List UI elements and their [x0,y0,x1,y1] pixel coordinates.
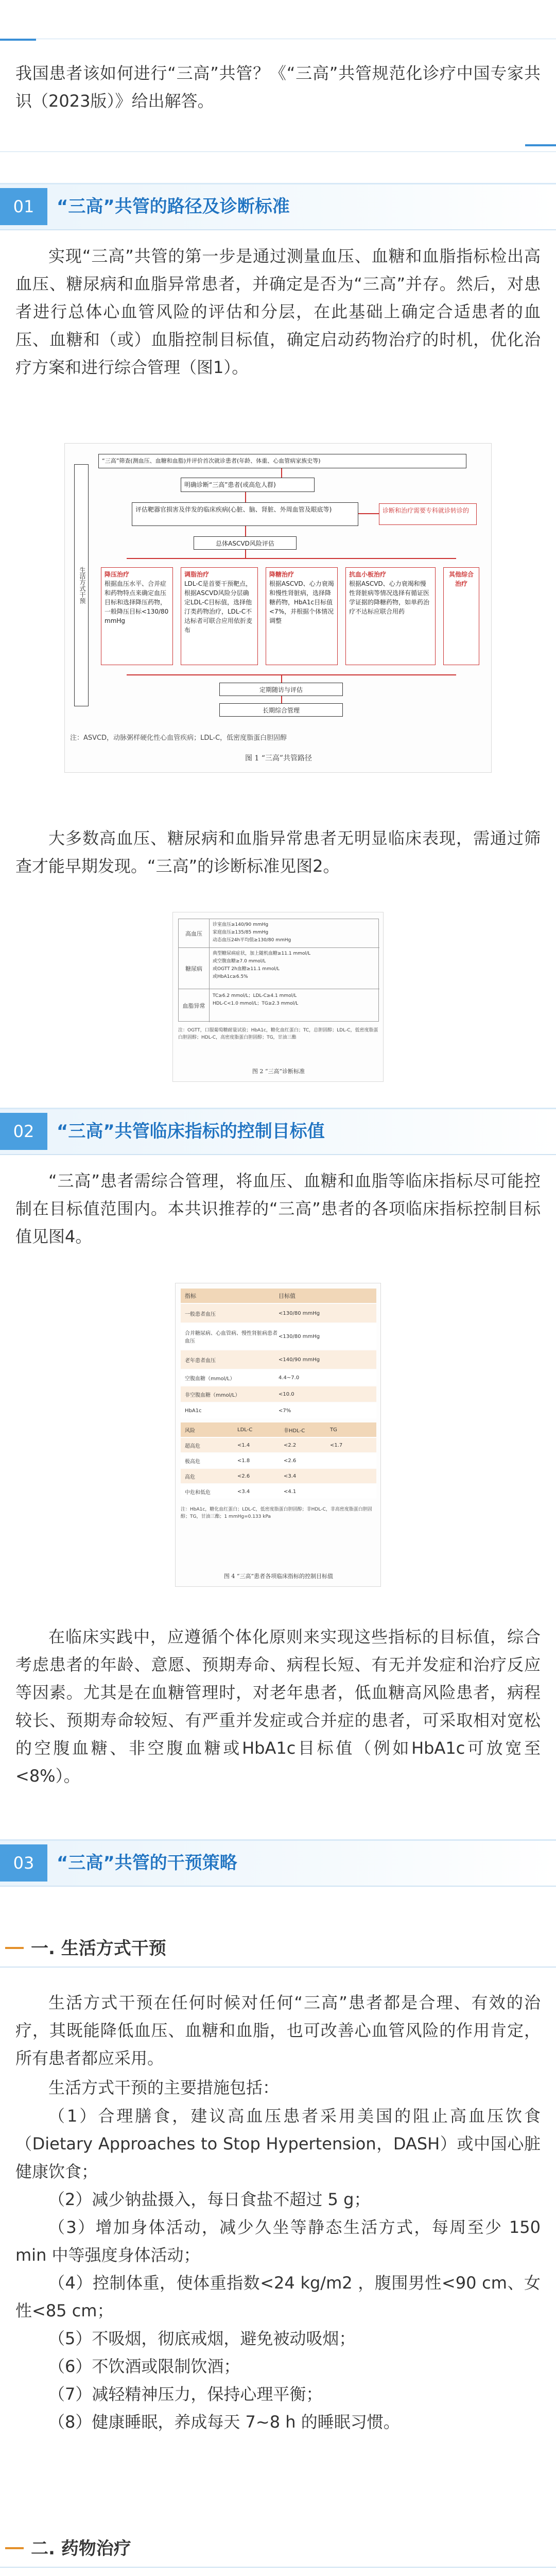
lipid-cell: <2.2 [284,1442,297,1448]
figure-note: 注：ASVCD，动脉粥样硬化性心血管疾病；LDL-C，低密度脂蛋白胆固醇 [70,734,287,742]
target-key: 合并糖尿病、心血管病、慢性肾脏病患者血压 [185,1331,277,1344]
header-cell: 目标值 [279,1293,296,1299]
sub-header [0,2540,556,2576]
criteria-name: 高血压 [179,919,210,948]
header-cell: 非HDL-C [284,1428,305,1434]
sub-header-title: 一. 生活方式干预 [31,1938,166,1959]
section-number: 01 [0,188,47,225]
section-number: 02 [0,1113,47,1150]
list-item: （7）减轻精神压力，保持心理平衡； [48,2384,323,2404]
target-value: <7% [279,1408,291,1414]
section-header [0,1839,556,1887]
list-item: （8）健康睡眠，养成每天 7~8 h 的睡眠习惯。 [48,2412,400,2432]
paragraph: 生活方式干预在任何时候对任何“三高”患者都是合理、有效的治疗，其既能降低血压、血糖和血脂，也可改善心血管风险的作用肯定，所有患者都应采用。 [15,1993,541,2068]
target-table-header [181,1289,376,1303]
target-row [181,1403,376,1418]
lipid-row [181,1469,376,1483]
target-key: 老年患者血压 [185,1358,216,1364]
measure-list [15,2102,541,2436]
flow-box-referral: 诊断和治疗需要专科就诊转诊的 [379,503,477,525]
target-row [181,1386,376,1402]
section-number: 03 [0,1844,47,1882]
paragraph: 在临床实践中，应遵循个体化原则来实现这些指标的目标值，综合考虑患者的年龄、意愿、预期寿命、病程长短、有无并发症和治疗反应等因素。尤其是在血糖管理时，对老年患者，低血糖高风险患者，病程较长、预期寿命较短、有严重并发症或合并症的患者，可采取相对宽松的空腹血糖、非空腹血糖或HbA1c目标值（例如HbA1c可放宽至<8%）。 [15,1627,541,1786]
target-row [181,1324,376,1349]
lipid-cell: <3.4 [284,1473,297,1479]
flow-box-risk: 总体ASCVD风险评估 [194,536,297,550]
lipid-cell: <2.6 [237,1473,250,1479]
lipid-cell: <3.4 [237,1488,250,1495]
lipid-table-header [181,1422,376,1437]
lipid-cell: 超高危 [185,1443,200,1449]
target-row [181,1304,376,1323]
figure-note: 注：HbA1c，糖化血红蛋白；LDL-C，低密度脂蛋白胆固醇；非HDL-C，非高密度脂蛋白胆固醇；TG，甘油三酯；1 mmHg=0.133 kPa [181,1507,372,1519]
lipid-row [181,1453,376,1468]
flow-col-title: 抗血小板治疗 [349,571,387,578]
target-value: <130/80 mmHg [279,1333,320,1340]
section-title: “三高”共管的干预策略 [57,1853,237,1873]
header-cell: 风险 [185,1428,195,1434]
intro-accent-line [525,144,556,146]
target-value: <10.0 [279,1391,294,1397]
section-title: “三高”共管临床指标的控制目标值 [57,1121,325,1142]
flow-col-text: 根据血压水平、合并症和药物特点来确定血压目标和选择降压药物，一般降压目标<130/80 mmHg [105,580,169,624]
flow-col-antiplatelet [345,567,436,665]
sub-header-title: 二. 药物治疗 [31,2538,131,2559]
flow-col-title: 降压治疗 [105,571,130,578]
list-item: （6）不饮酒或限制饮酒； [48,2357,240,2376]
criteria-name: 糖尿病 [179,948,210,989]
intro-text: 我国患者该如何进行“三高”共管？《“三高”共管规范化诊疗中国专家共识（2023版）》给出解答。 [15,63,541,111]
target-row [181,1350,376,1369]
lipid-cell: <1.7 [330,1442,343,1448]
paragraph: 大多数高血压、糖尿病和血脂异常患者无明显临床表现，需通过筛查才能早期发现。“三高”的诊断标准见图2。 [15,828,541,876]
target-value: <140/90 mmHg [279,1357,320,1363]
flow-col-title: 其他综合治疗 [448,571,474,587]
flow-col-title: 降糖治疗 [269,571,294,578]
header-cell: 指标 [185,1293,196,1299]
flow-col-text: 根据ASCVD、心力衰竭和慢性肾脏病等情况选择有循证医学证据的降糖药物，如单药治疗不达标应联合用药 [349,580,430,615]
lipid-row [181,1438,376,1452]
list-item: （3）增加身体活动，减少久坐等静态生活方式，每周至少 150 min 中等强度身体活动； [15,2217,541,2265]
target-key: HbA1c [185,1408,202,1414]
list-item: （5）不吸烟，彻底戒烟，避免被动吸烟； [48,2329,356,2348]
list-item: （2）减少钠盐摄入，每日食盐不超过 5 g； [48,2190,371,2209]
figure-diagnosis-criteria [172,912,384,1082]
criteria-row [179,989,379,1022]
section-header [0,183,556,230]
intro-accent-line [0,39,36,41]
lipid-cell: 中危和低危 [185,1489,211,1496]
figure-caption: 图 2 “三高”诊断标准 [252,1068,305,1075]
criteria-row [179,948,379,989]
criteria-row [179,919,379,948]
flow-col-glucose [266,567,338,665]
figure-note: 注：OGTT，口服葡萄糖耐量试验；HbA1c，糖化血红蛋白；TC，总胆固醇；LDL-C，低密度脂蛋白胆固醇；HDL-C，高密度脂蛋白胆固醇；TG，甘油三酯 [178,1028,378,1040]
section-title: “三高”共管的路径及诊断标准 [57,196,290,217]
flow-box-screening: “三高”筛查(测血压、血糖和血脂)并评价首次就诊患者(年龄、体重、心血管病家族史等) [98,454,466,468]
target-value: <130/80 mmHg [279,1310,320,1316]
flow-box-lifestyle: 生活方式干预 [74,464,89,706]
section-header [0,1108,556,1155]
criteria-table [178,919,379,1022]
flow-col-bp [101,567,173,665]
lipid-cell: <1.8 [237,1458,250,1464]
paragraph: 生活方式干预的主要措施包括： [48,2078,280,2097]
target-key: 空腹血糖（mmol/L） [185,1376,235,1382]
lipid-cell: <4.1 [284,1488,297,1495]
lipid-cell: <1.4 [237,1442,250,1448]
header-cell: TG [330,1427,337,1433]
lipid-cell: 极高危 [185,1459,200,1465]
target-value: 4.4~7.0 [279,1375,300,1381]
flow-box-diagnosis: 明确诊断“三高”患者(或高危人群) [181,478,315,492]
header-cell: LDL-C [237,1427,253,1433]
paragraph: 实现“三高”共管的第一步是通过测量血压、血糖和血脂指标检出高血压、糖尿病和血脂异常患者，并确定是否为“三高”并存。然后，对患者进行总体心血管风险的评估和分层，在此基础上确定合适患者的血压、血糖和（或）血脂控制目标值，确定启动药物治疗的时机，优化治疗方案和进行综合管理（图1）。 [15,246,541,377]
figure-target-values [175,1283,381,1587]
sub-header [0,1940,556,1976]
criteria-name: 血脂异常 [179,989,210,1022]
criteria-text: 诊室血压≥140/90 mmHg 家庭血压≥135/85 mmHg 动态血压24h平均值≥130/80 mmHg [213,922,291,943]
flow-box-followup: 定期随访与评估 [219,683,343,696]
flow-box-evaluation: 评估靶器官损害及伴发的临床疾病(心脏、脑、肾脏、外周血管及眼底等) [132,502,358,526]
list-item: （1）合理膳食，建议高血压患者采用美国的阻止高血压饮食（Dietary Approaches to Stop Hypertension，DASH）或中国心脏健康饮食； [15,2106,541,2181]
flow-col-text: LDL-C是首要干预靶点，根据ASCVD风险分层确定LDL-C目标值，选择他汀类药物治疗，LDL-C不达标者可联合应用依折麦布 [184,580,253,634]
target-key: 非空腹血糖（mmol/L） [185,1392,240,1398]
criteria-text: 典型糖尿病症状，加上随机血糖≥11.1 mmol/L 或空腹血糖≥7.0 mmol/L 或OGTT 2h血糖≥11.1 mmol/L 或HbA1c≥6.5% [213,951,311,979]
list-item: （4）控制体重，使体重指数<24 kg/m2 ，腹围男性<90 cm、女性<85 cm； [15,2273,541,2320]
target-key: 一般患者血压 [185,1311,216,1317]
flow-col-lipid [181,567,258,665]
criteria-text: TC≥6.2 mmol/L；LDL-C≥4.1 mmol/L HDL-C<1.0 mmol/L；TG≥2.3 mmol/L [213,993,299,1006]
figure-caption: 图 1 “三高”共管路径 [245,754,312,762]
lipid-row [181,1484,376,1499]
flow-col-other [443,567,479,665]
figure-pathway [64,443,492,773]
flow-col-text: 根据ASCVD、心力衰竭和慢性肾脏病，选择降糖药物，HbA1c目标值<7%，并根据个体情况调整 [269,580,334,624]
paragraph: “三高”患者需综合管理，将血压、血糖和血脂等临床指标尽可能控制在目标值范围内。本共识推荐的“三高”患者的各项临床指标控制目标值见图4。 [15,1171,541,1246]
figure-caption: 图 4 “三高”患者各项临床指标的控制目标值 [223,1573,334,1580]
lipid-cell: <2.6 [284,1458,297,1464]
flow-box-manage: 长期综合管理 [219,703,343,717]
flow-col-title: 调脂治疗 [184,571,210,578]
target-row [181,1370,376,1385]
lipid-cell: 高危 [185,1474,195,1480]
